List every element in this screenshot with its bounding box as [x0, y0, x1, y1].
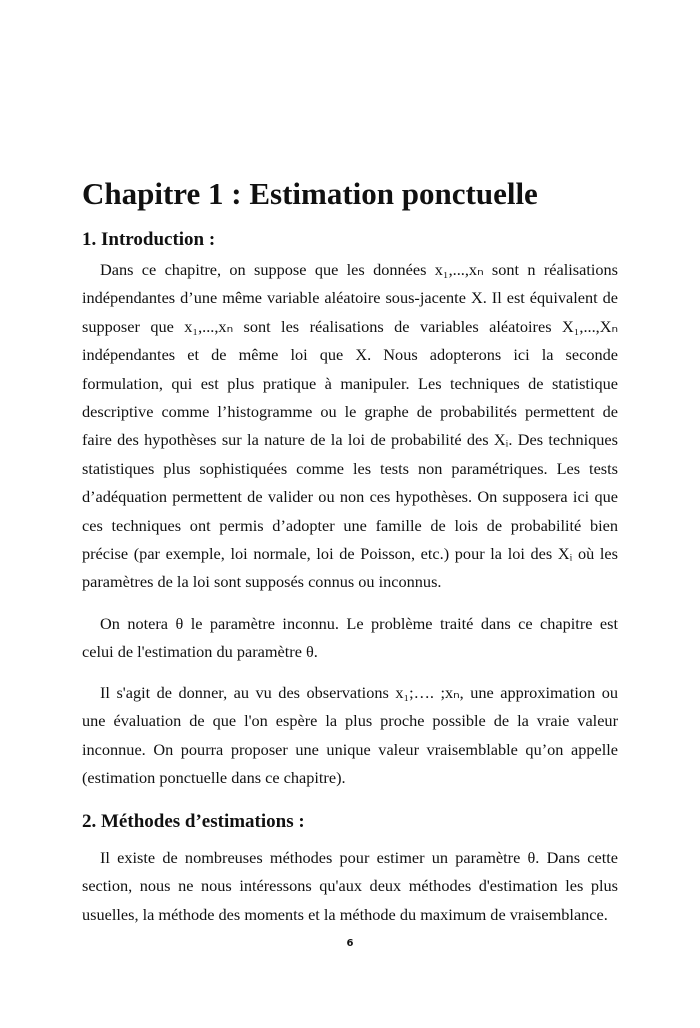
paragraph-estimation [82, 679, 618, 793]
text-line: indépendantes et de même loi que X. Nous adopterons ici la seconde [82, 345, 618, 365]
page-number: 6 [346, 938, 354, 949]
text-line: précise (par exemple, loi normale, loi de Poisson, etc.) pour la loi des Xᵢ où les [82, 543, 618, 563]
paragraph-parameter [82, 610, 618, 667]
text-line: faire des hypothèses sur la nature de la loi de probabilité des Xᵢ. Des techniques [82, 430, 618, 450]
text-line: Dans ce chapitre, on suppose que les données x₁,...,xₙ sont n réalisations [100, 260, 618, 279]
text-line: usuelles, la méthode des moments et la méthode du maximum de vraisemblance. [82, 904, 608, 924]
document-page [82, 0, 618, 1028]
text-line: descriptive comme l’histogramme ou le graphe de probabilités permettent de [82, 401, 618, 421]
text-line: formulation, qui est plus pratique à manipuler. Les techniques de statistique [82, 373, 618, 393]
text-line: une évaluation de que l'on espère la plus proche possible de la vraie valeur [82, 711, 618, 731]
text-line: paramètres de la loi sont supposés connus ou inconnus. [82, 572, 442, 592]
text-line: celui de l'estimation du paramètre θ. [82, 642, 318, 662]
text-line: indépendantes d’une même variable aléatoire sous-jacente X. Il est équivalent de [82, 288, 618, 308]
section-heading-introduction: 1. Introduction : [82, 229, 216, 250]
text-line: statistiques plus sophistiquées comme les tests non paramétriques. Les tests [82, 458, 618, 478]
text-line: inconnue. On pourra proposer une unique valeur vraisemblable qu’on appelle [82, 739, 618, 759]
text-line: On notera θ le paramètre inconnu. Le problème traité dans ce chapitre est [100, 614, 618, 633]
paragraph-methods [82, 844, 618, 929]
text-line: d’adéquation permettent de valider ou non ces hypothèses. On supposera ici que [82, 487, 618, 507]
chapter-title: Chapitre 1 : Estimation ponctuelle [82, 176, 538, 211]
text-line: Il s'agit de donner, au vu des observations x₁;…. ;xₙ, une approximation ou [100, 683, 618, 702]
text-line: section, nous ne nous intéressons qu'aux deux méthodes d'estimation les plus [82, 876, 618, 896]
text-line: supposer que x₁,...,xₙ sont les réalisations de variables aléatoires X₁,...,Xₙ [82, 316, 618, 336]
text-line: Il existe de nombreuses méthodes pour estimer un paramètre θ. Dans cette [100, 848, 618, 867]
text-line: ces techniques ont permis d’adopter une famille de lois de probabilité bien [82, 515, 618, 535]
text-line: (estimation ponctuelle dans ce chapitre). [82, 768, 346, 788]
section-heading-methods: 2. Méthodes d’estimations : [82, 811, 305, 832]
paragraph-introduction [82, 256, 618, 597]
